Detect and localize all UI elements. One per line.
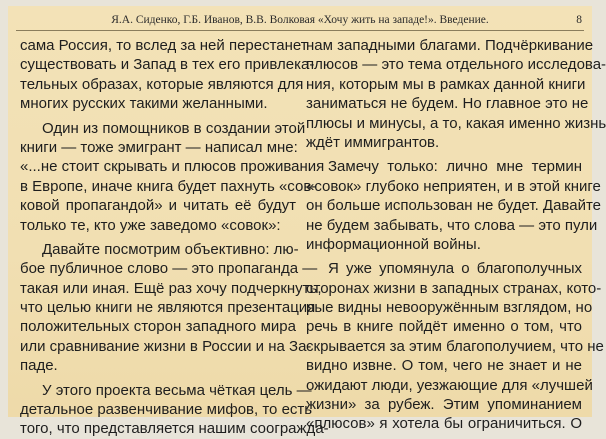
text-line: такая или иная. Ещё раз хочу подчеркнуть, xyxy=(20,279,322,297)
text-line: ния, которым мы в рамках данной книги xyxy=(306,75,586,93)
text-line: «...не стоит скрывать и плюсов проживания xyxy=(20,158,325,176)
text-line: что целью книги не являются презентация xyxy=(20,299,316,317)
text-line: речь в книге пойдёт именно о том, что xyxy=(306,318,582,336)
text-line: «плюсов» я хотела бы ограничиться. О xyxy=(306,415,582,433)
text-line: или сравнивание жизни в России и на За- xyxy=(20,337,312,355)
text-line: сторонах жизни в западных странах, кото- xyxy=(306,279,602,297)
text-line: «совок» глубоко неприятен, и в этой книге xyxy=(306,177,601,195)
text-line: нам западными благами. Подчёркивание xyxy=(306,37,594,54)
text-line: Один из помощников в создании этой xyxy=(42,119,306,137)
text-line: бое публичное слово — это пропаганда — xyxy=(20,260,318,278)
text-line: ожидают люди, уезжающие для «лучшей xyxy=(306,376,593,394)
left-column xyxy=(20,36,329,439)
text-line: видно извне. О том, чего не знает и не xyxy=(306,357,582,375)
text-line: заниматься не будем. Но главное это не xyxy=(306,95,589,113)
text-line: ждёт иммигрантов. xyxy=(306,133,440,151)
text-line: информационной войны. xyxy=(306,235,481,253)
text-line: Я уже упомянула о благополучных xyxy=(328,260,582,278)
text-line: скрывается за этим благополучием, что не xyxy=(306,337,604,355)
text-line: тельных образах, которые являются для xyxy=(20,75,304,93)
header-title: Я.А. Сиденко, Г.Б. Иванов, В.В. Волковая «Хочу жить на западе!». Введение. xyxy=(111,14,489,26)
text-line: Замечу только: лично мне термин xyxy=(328,158,582,176)
text-line: он больше использован не будет. Давайте xyxy=(306,197,601,215)
text-line: детальное развенчивание мифов, то есть xyxy=(20,401,313,419)
text-line: положительных сторон западного мира xyxy=(20,318,296,336)
right-column xyxy=(306,36,606,434)
text-line: в Европе, иначе книга будет пахнуть «сов- xyxy=(20,177,317,195)
text-line: рые видны невооружённым взглядом, но xyxy=(306,299,593,317)
page-number: 8 xyxy=(576,14,582,26)
text-line: Давайте посмотрим объективно: лю- xyxy=(42,240,299,258)
text-line: жизни» за рубеж. Этим упоминанием xyxy=(306,396,582,414)
header-rule xyxy=(16,30,584,31)
text-line: книги — тоже эмигрант — написал мне: xyxy=(20,138,298,156)
text-line: паде. xyxy=(20,357,58,375)
text-line: только те, кто уже заведомо «совок»: xyxy=(20,216,281,234)
text-line: многих русских такими желанными. xyxy=(20,95,268,113)
book-page xyxy=(8,6,606,438)
text-line: существовать и Запад в тех его привлека- xyxy=(20,56,315,74)
text-line: того, что представляется нашим соограждa- xyxy=(20,420,329,438)
text-line: сама Россия, то вслед за ней перестанет xyxy=(20,37,308,54)
text-line: не будем забывать, что слова — это пули xyxy=(306,216,598,234)
text-line: плюсов — это тема отдельного исследова- xyxy=(306,56,606,74)
running-header xyxy=(8,12,592,30)
text-line: плюсы и минусы, а то, какая именно жизнь xyxy=(306,114,606,132)
text-line: У этого проекта весьма чёткая цель — xyxy=(42,381,312,399)
text-line: ковой пропагандой» и читать её будут xyxy=(20,197,296,215)
